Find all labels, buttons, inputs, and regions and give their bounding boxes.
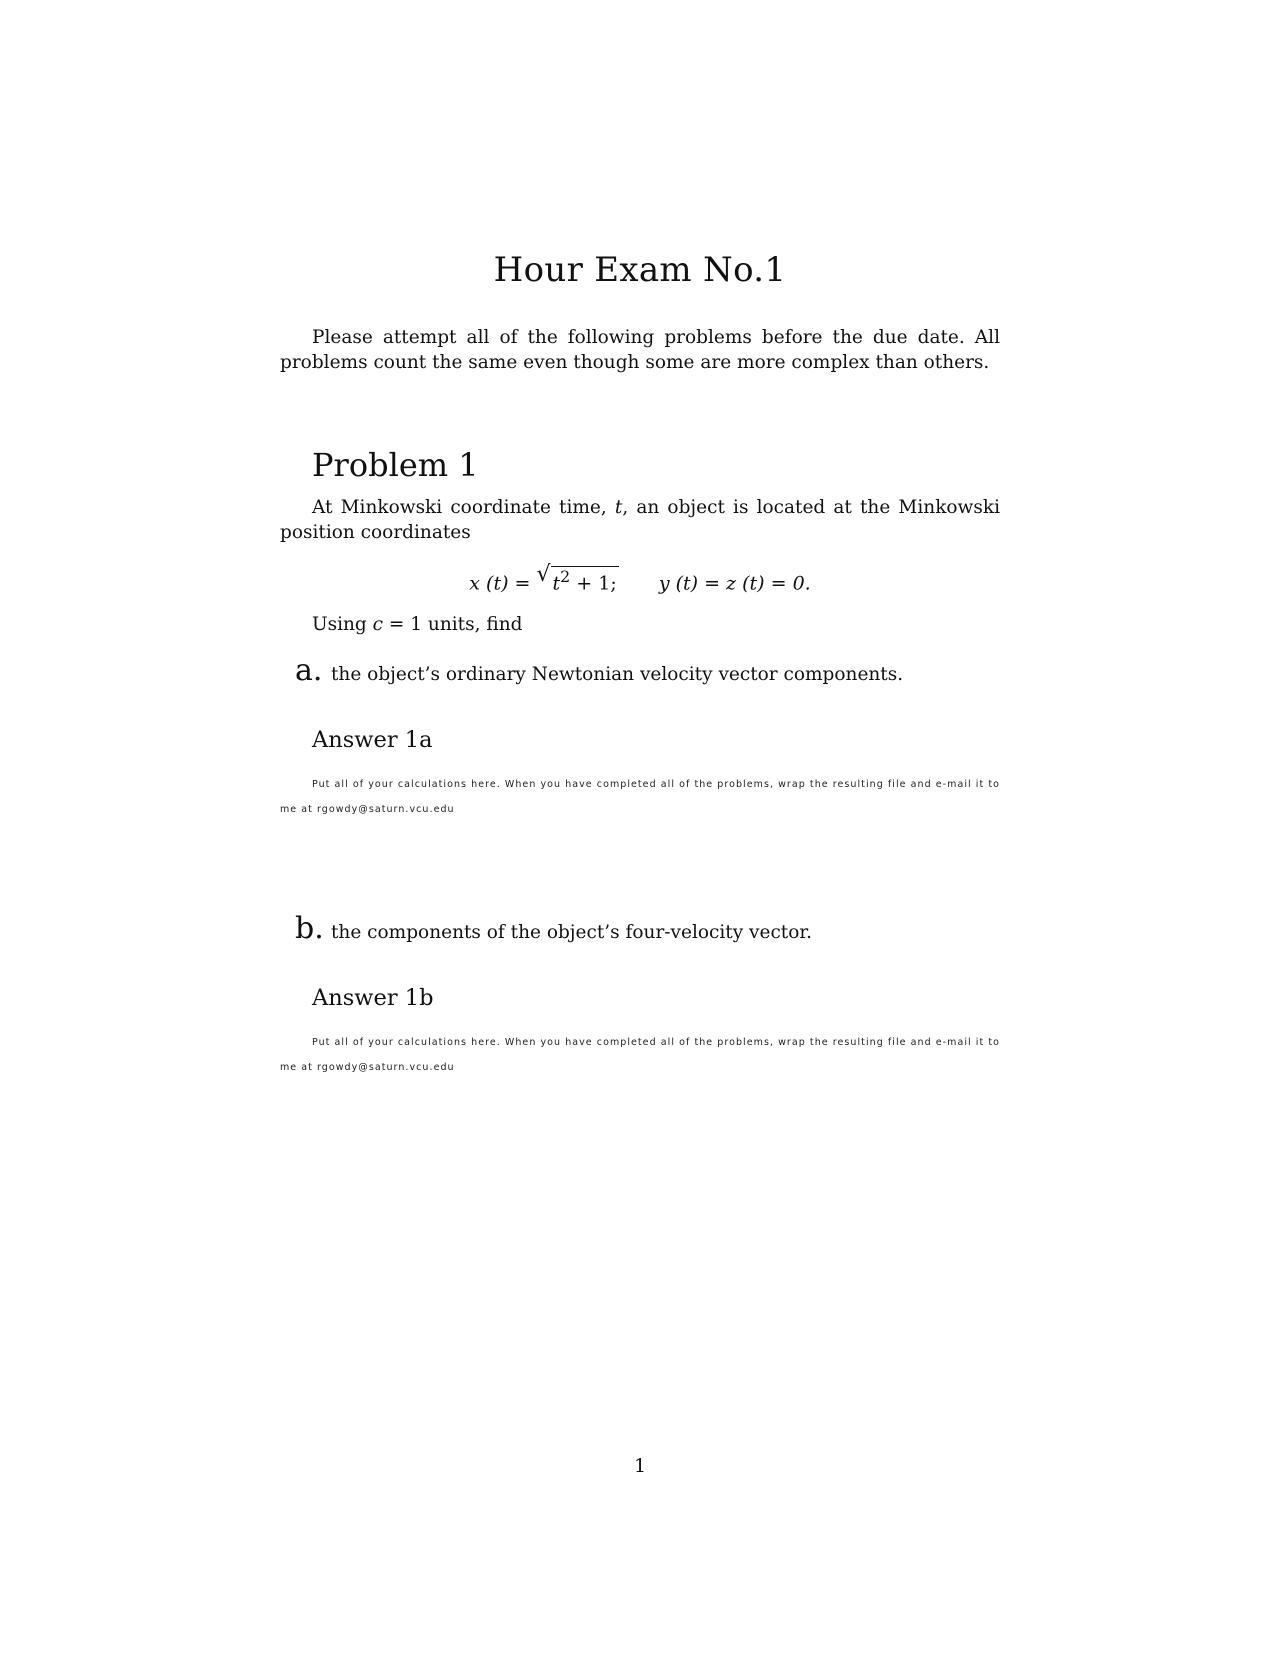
problem-text-end: , an object is located at the Minkowski position coordinates bbox=[280, 497, 1000, 543]
item-text: the components of the object’s four-velocity vector. bbox=[331, 922, 813, 943]
speed-of-light-symbol: c bbox=[372, 614, 384, 635]
item-letter: a. bbox=[295, 653, 323, 688]
using-prefix: Using bbox=[312, 614, 373, 635]
problem-text-start: At Minkowski coordinate time, bbox=[312, 497, 615, 518]
answer-instructions-1b: Put all of your calculations here. When you have completed all of the problems, wrap the resulting file and e-mail it to me at rgowdy@saturn.vcu.edu bbox=[280, 1037, 1000, 1073]
page-number: 1 bbox=[633, 1455, 647, 1477]
answer-heading-1b: Answer 1b bbox=[312, 985, 434, 1011]
position-equation bbox=[0, 562, 1280, 595]
equation-lhs: x (t) = bbox=[469, 572, 531, 595]
radical-sign-icon: √ bbox=[536, 562, 551, 587]
answer-instructions-1a: Put all of your calculations here. When you have completed all of the problems, wrap the resulting file and e-mail it to me at rgowdy@saturn.vcu.edu bbox=[280, 779, 1000, 815]
problem-item-b bbox=[295, 911, 812, 946]
equation-rhs: y (t) = z (t) = 0. bbox=[658, 572, 811, 595]
problem-heading: Problem 1 bbox=[312, 446, 479, 484]
document-title: Hour Exam No.1 bbox=[493, 250, 787, 290]
answer-heading-1a: Answer 1a bbox=[312, 727, 433, 753]
item-text: the object’s ordinary Newtonian velocity vector components. bbox=[331, 664, 904, 685]
radicand-rest: + 1; bbox=[570, 572, 617, 595]
problem-item-a bbox=[295, 653, 903, 688]
radicand-exponent: 2 bbox=[560, 567, 571, 586]
intro-paragraph: Please attempt all of the following problems before the due date. All problems count the same even though some are more complex than others. bbox=[280, 327, 1000, 373]
using-units-line bbox=[312, 614, 522, 635]
time-symbol: t bbox=[614, 497, 623, 518]
problem-statement bbox=[280, 495, 1000, 545]
intro-section bbox=[280, 325, 1000, 375]
item-letter: b. bbox=[295, 911, 324, 946]
radicand-base: t bbox=[552, 572, 561, 595]
square-root bbox=[536, 562, 619, 595]
problem-paragraph bbox=[280, 495, 1000, 545]
radicand bbox=[551, 566, 619, 594]
using-suffix: = 1 units, find bbox=[383, 614, 523, 635]
